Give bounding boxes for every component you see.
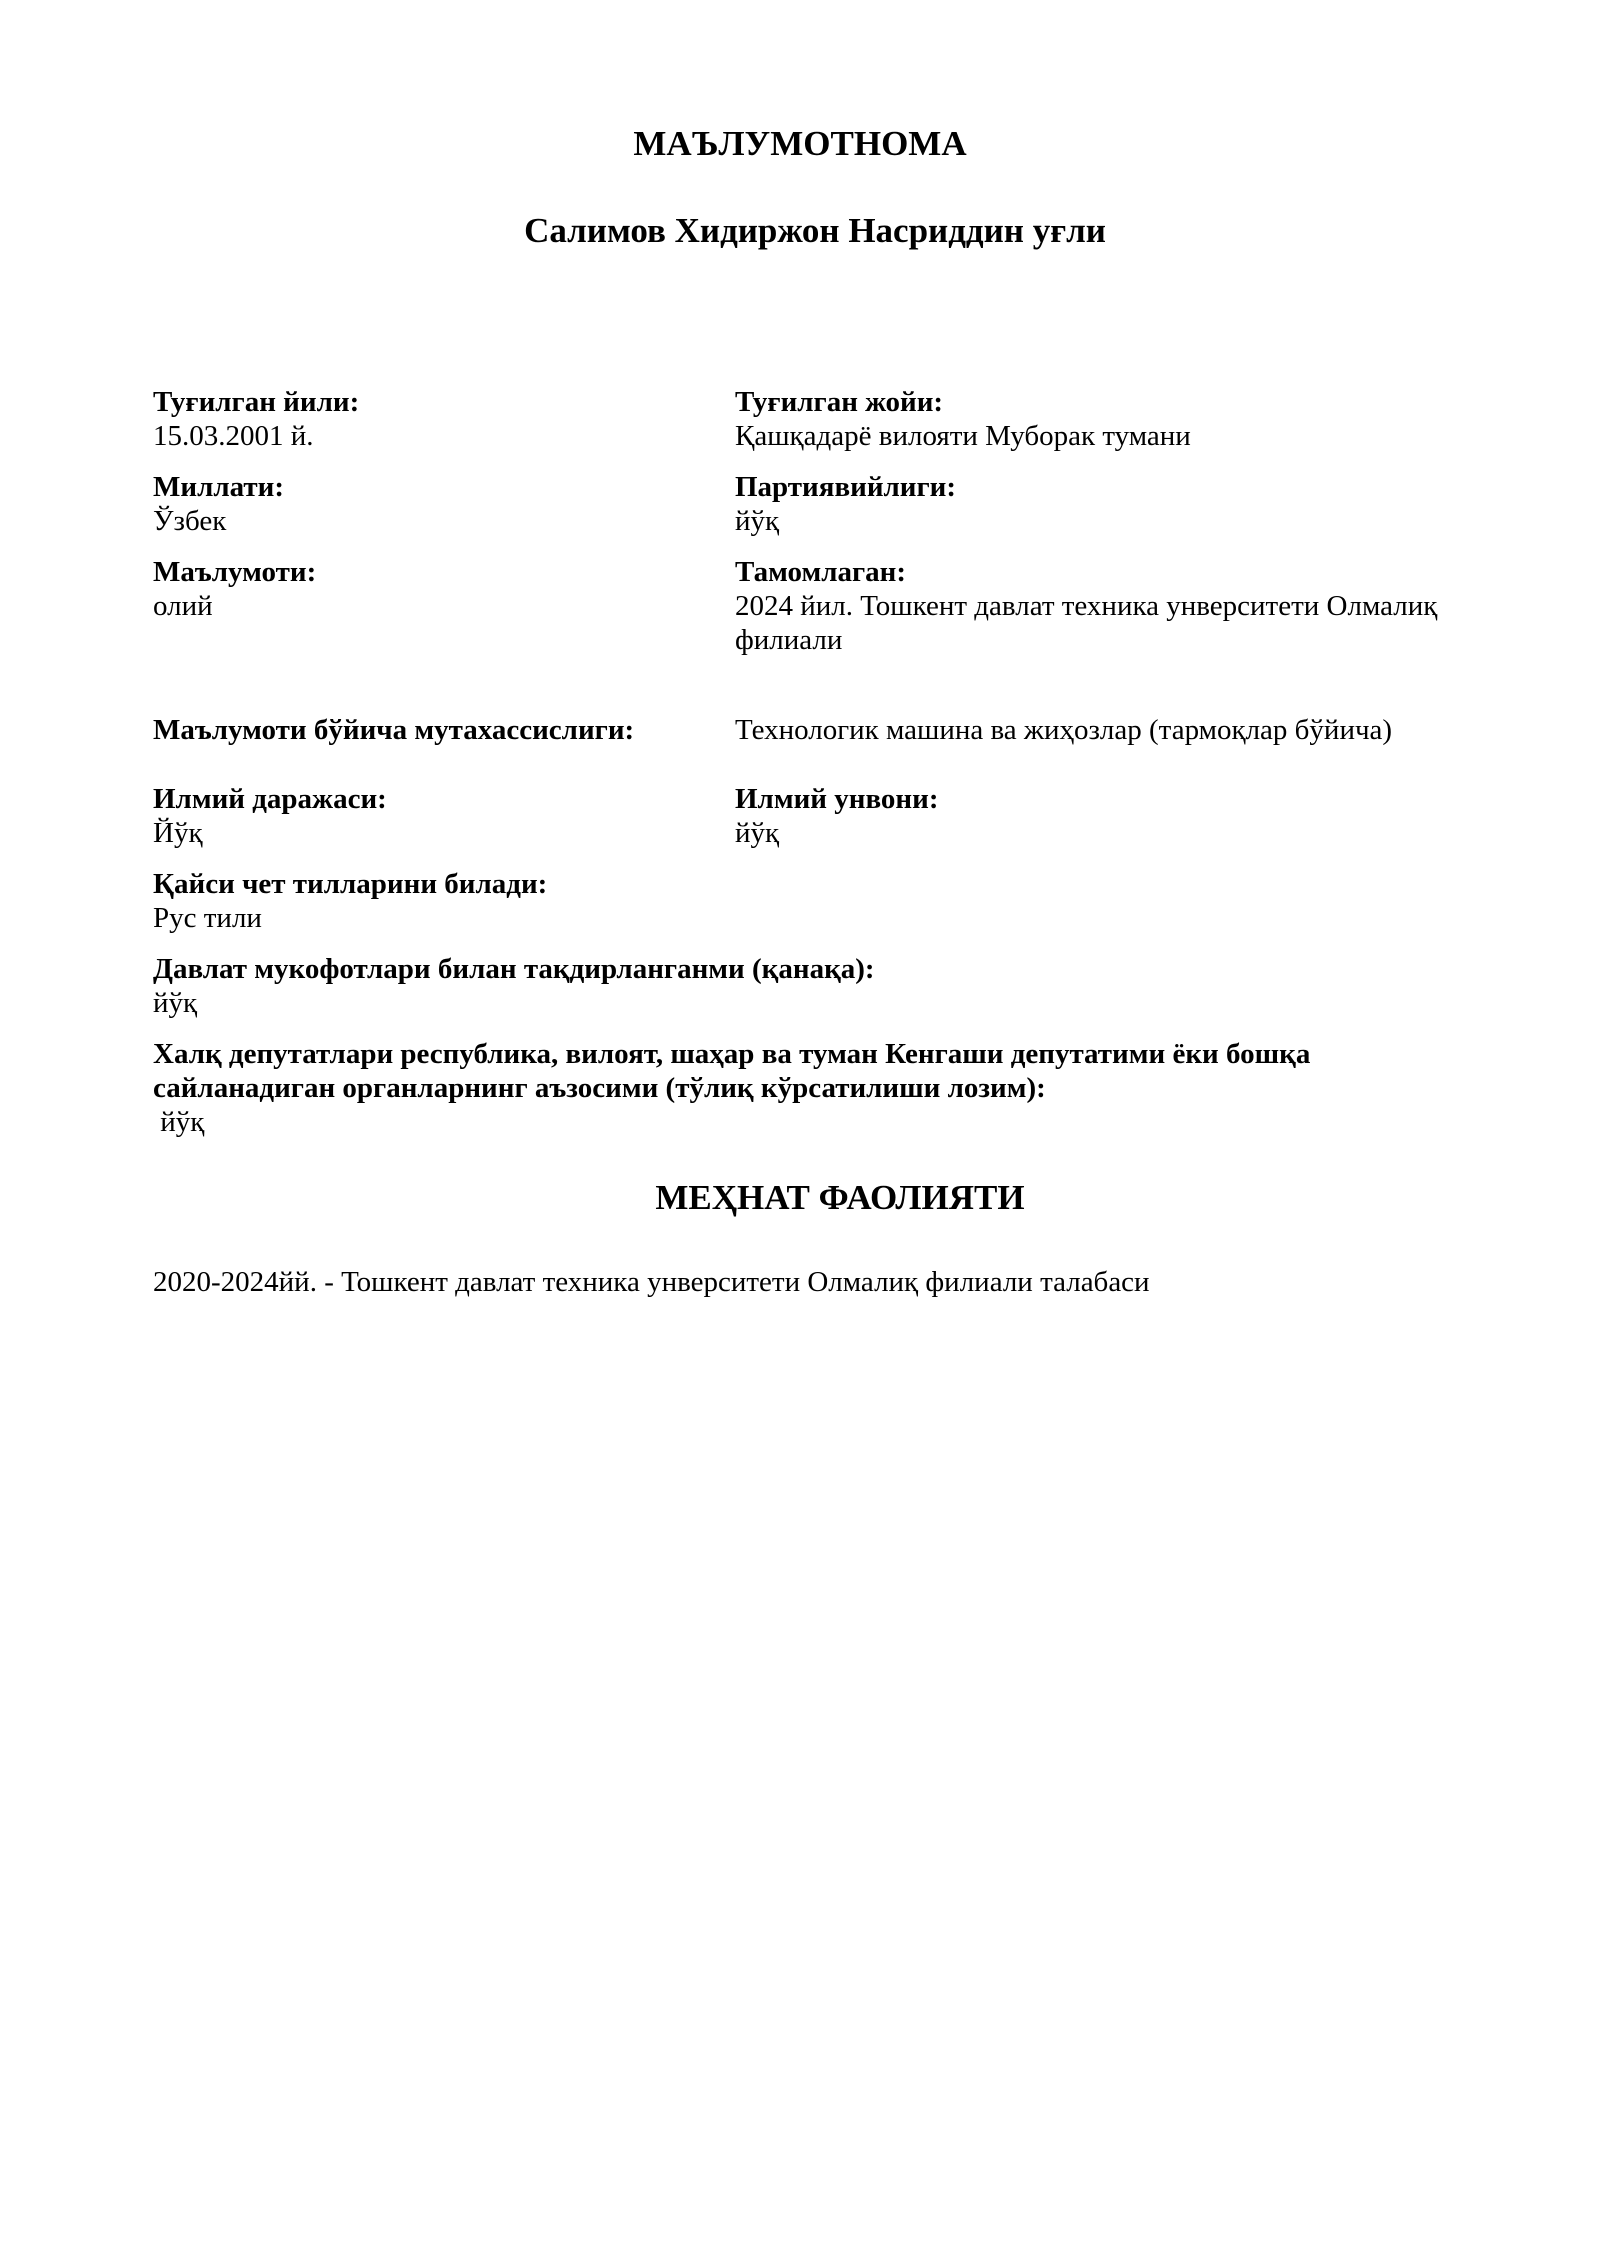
field-specialty-label-text: Маълумоти бўйича мутахассислиги: bbox=[153, 714, 635, 746]
field-academic-title-label: Илмий унвони: bbox=[735, 783, 939, 815]
field-birth-place bbox=[735, 385, 1495, 453]
field-nationality-label: Миллати: bbox=[153, 471, 284, 503]
field-party-value: йўқ bbox=[735, 505, 780, 537]
field-education-value: олий bbox=[153, 590, 213, 622]
field-graduated bbox=[735, 555, 1495, 657]
field-birth-place-value: Қашқадарё вилояти Муборак тумани bbox=[735, 420, 1191, 452]
field-birth-year bbox=[153, 385, 713, 453]
field-nationality bbox=[153, 470, 713, 538]
field-party bbox=[735, 470, 1495, 538]
work-section-title: МЕҲНАТ ФАОЛИЯТИ bbox=[655, 1178, 1025, 1217]
field-graduated-value: 2024 йил. Тошкент давлат техника унверситети Олмалиқ филиали bbox=[735, 590, 1438, 656]
field-birth-place-label: Туғилган жойи: bbox=[735, 386, 944, 418]
field-degree-value: Йўқ bbox=[153, 817, 203, 849]
document-title: МАЪЛУМОТНОМА bbox=[633, 124, 967, 163]
field-specialty-value-text: Технологик машина ва жиҳозлар (тармоқлар бўйича) bbox=[735, 714, 1393, 746]
field-languages-label: Қайси чет тилларини билади: bbox=[153, 868, 548, 900]
field-specialty-value bbox=[735, 713, 1495, 747]
field-awards-label: Давлат мукофотлари билан тақдирланганми (қанақа): bbox=[153, 953, 875, 985]
field-academic-title bbox=[735, 782, 1495, 850]
field-degree-label: Илмий даражаси: bbox=[153, 783, 387, 815]
work-entry: 2020-2024йй. - Тошкент давлат техника унверситети Олмалиқ филиали талабаси bbox=[153, 1266, 1150, 1298]
field-awards-value: йўқ bbox=[153, 987, 198, 1019]
field-education bbox=[153, 555, 713, 623]
field-specialty-label bbox=[153, 713, 713, 747]
field-degree bbox=[153, 782, 713, 850]
field-deputy-value: йўқ bbox=[153, 1106, 205, 1138]
field-birth-year-label: Туғилган йили: bbox=[153, 386, 360, 418]
field-education-label: Маълумоти: bbox=[153, 556, 317, 588]
field-languages bbox=[153, 867, 1453, 935]
person-full-name: Салимов Хидиржон Насриддин уғли bbox=[524, 211, 1106, 250]
field-academic-title-value: йўқ bbox=[735, 817, 780, 849]
field-deputy-label: Халқ депутатлари республика, вилоят, шаҳар ва туман Кенгаши депутатими ёки бошқа сайланадиган органларнинг аъзосими (тўлиқ кўрсатилиши лозим): bbox=[153, 1038, 1311, 1104]
field-languages-value: Рус тили bbox=[153, 902, 262, 934]
field-awards bbox=[153, 952, 1453, 1020]
field-party-label: Партиявийлиги: bbox=[735, 471, 957, 503]
field-nationality-value: Ўзбек bbox=[153, 505, 227, 537]
field-deputy bbox=[153, 1037, 1413, 1139]
field-birth-year-value: 15.03.2001 й. bbox=[153, 420, 314, 452]
field-graduated-label: Тамомлаган: bbox=[735, 556, 906, 588]
